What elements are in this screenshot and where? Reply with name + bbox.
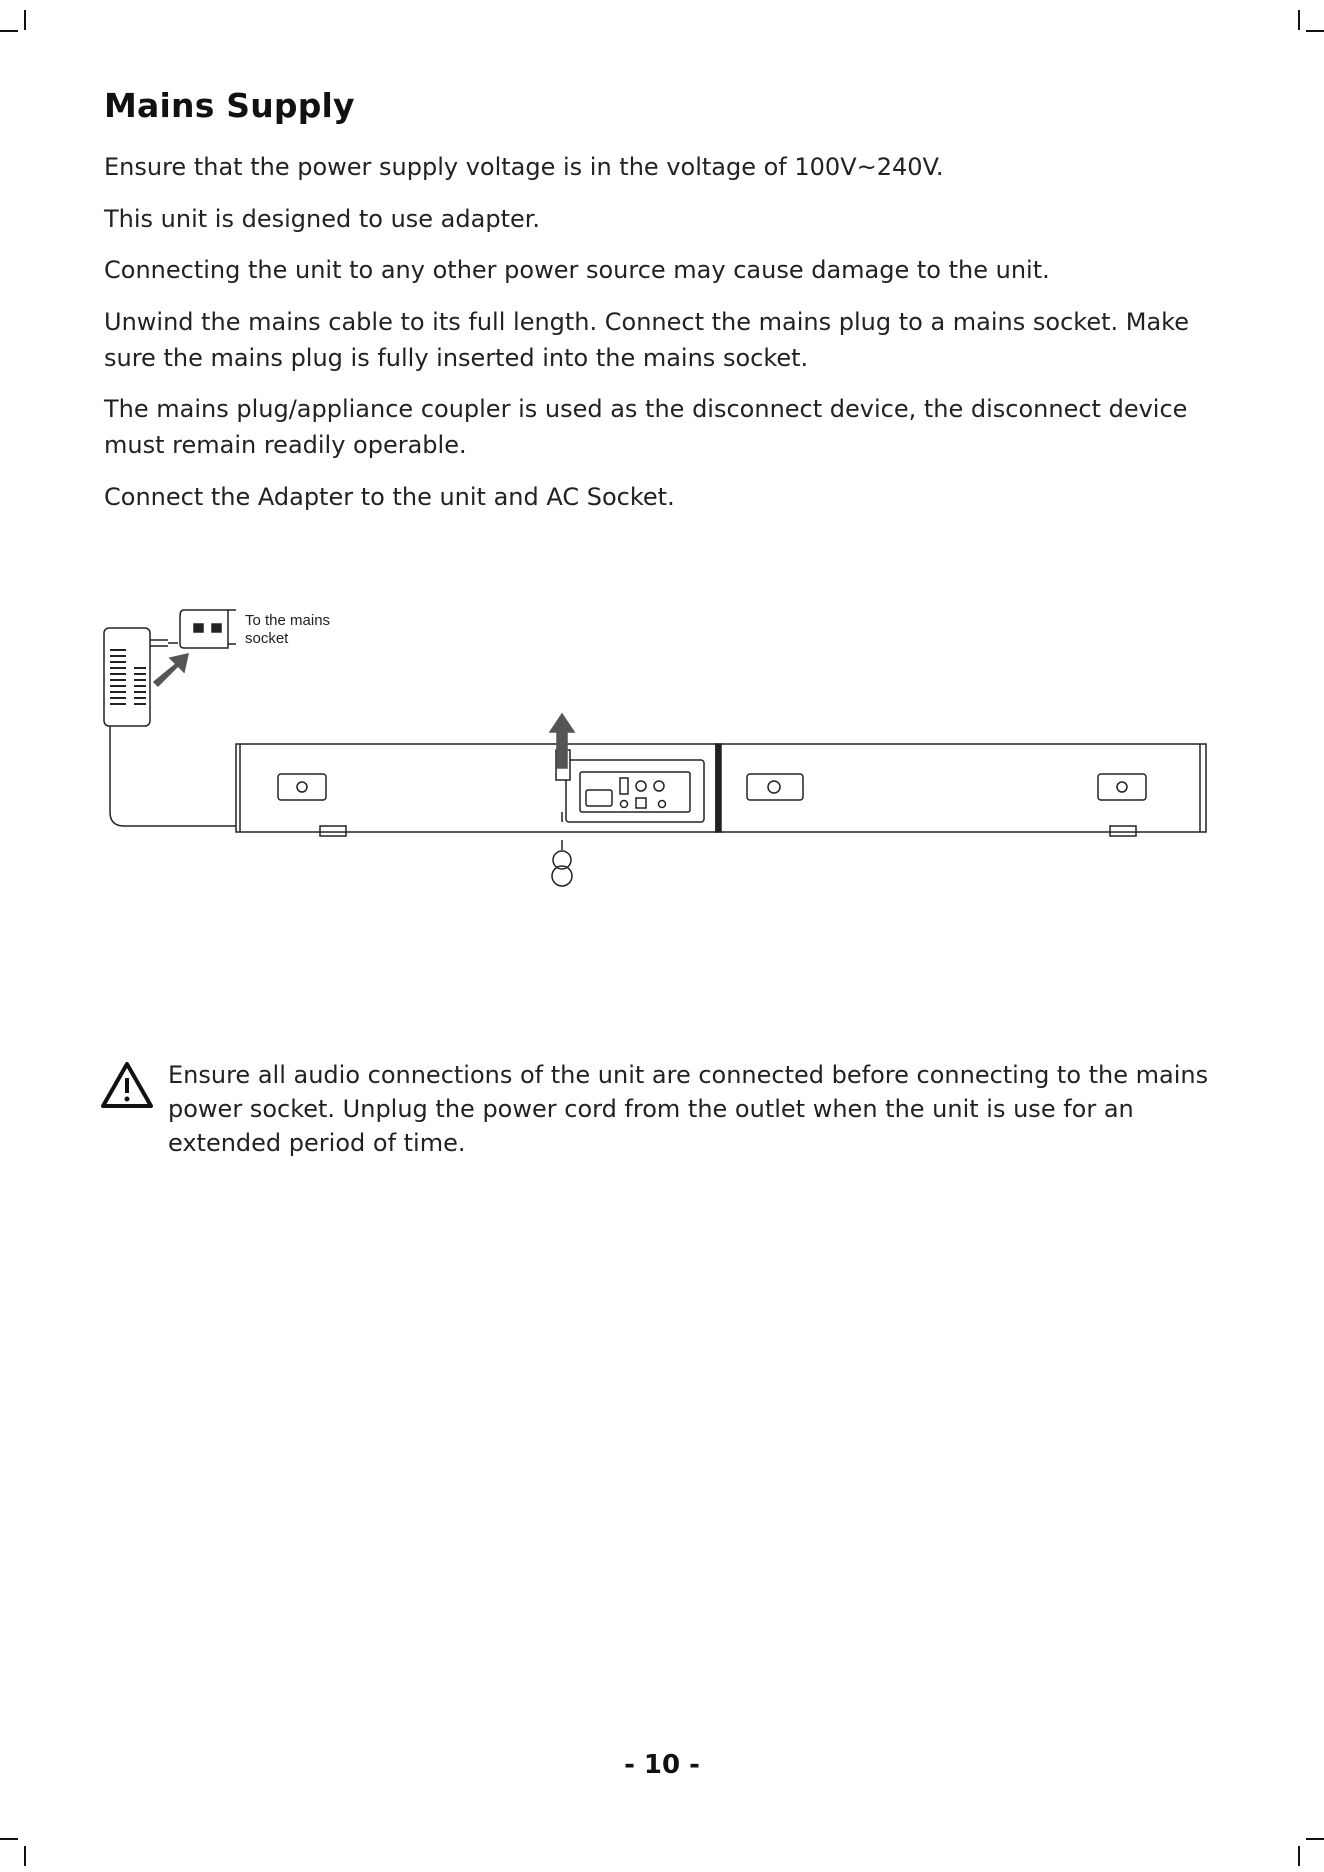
soundbar-left-section (236, 744, 716, 836)
warning-text: Ensure all audio connections of the unit are connected before connecting to the mains power socket. Unplug the power cord from the outlet when the unit is use for an extended period of time. (168, 1061, 1209, 1157)
wall-socket-icon (180, 610, 236, 648)
section-title: Mains Supply (104, 86, 355, 125)
callout-line-1: To the mains (245, 612, 331, 629)
soundbar-right-section (716, 744, 1206, 836)
plug-in-arrow-icon (154, 654, 188, 686)
page-number: - 10 - (624, 1750, 700, 1780)
warning-triangle-icon (100, 1060, 154, 1110)
paragraph-unwind: Unwind the mains cable to its full length. Connect the mains plug to a mains socket. Make sure the mains plug is fully inserted into the mains socket. (104, 308, 1189, 372)
paragraph-adapter: This unit is designed to use adapter. (104, 205, 541, 233)
connection-diagram (96, 600, 1226, 990)
paragraph-disconnect: The mains plug/appliance coupler is used as the disconnect device, the disconnect device must remain readily operable. (104, 395, 1188, 459)
callout-line-2: socket (245, 630, 289, 647)
socket-callout (245, 612, 330, 648)
paragraph-damage: Connecting the unit to any other power source may cause damage to the unit. (104, 256, 1050, 284)
paragraph-voltage: Ensure that the power supply voltage is in the voltage of 100V~240V. (104, 153, 944, 181)
paragraph-connect: Connect the Adapter to the unit and AC Socket. (104, 483, 675, 511)
